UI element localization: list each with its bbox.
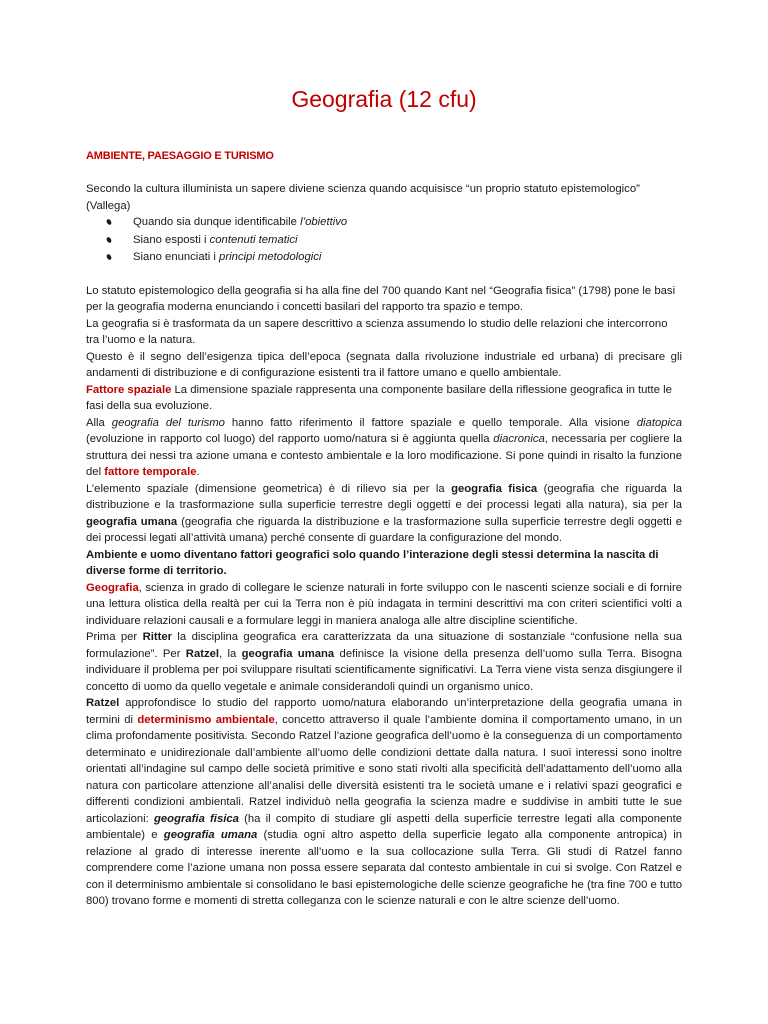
list-item: Siano enunciati i principi metodologici [106, 249, 682, 267]
paragraph-spatial-factor: Fattore spaziale La dimensione spaziale rappresenta una componente basilare della riflessione geografica in tutte le fasi della sua evoluzione. [86, 383, 672, 412]
paragraph-kant: Lo statuto epistemologico della geografia si ha alla fine del 700 quando Kant nel “Geografia fisica” (1798) pone le basi per la geografia moderna enunciando i concetti basilari del rapporto tra spazio e tempo. [86, 284, 676, 313]
paragraph-epoch: Questo è il segno dell’esigenza tipica dell’epoca (segnata dalla rivoluzione industriale ed urbana) di precisare gli andamenti di distribuzione e di configurazione esistenti tra il fattore umano e quello ambientale. [86, 350, 682, 379]
list-item: Siano esposti i contenuti tematici [106, 232, 682, 250]
section-heading: AMBIENTE, PAESAGGIO E TURISMO [86, 150, 274, 162]
paragraph-bold-statement: Ambiente e uomo diventano fattori geografici solo quando l’interazione degli stessi determina la nascita di diverse forme di territorio. [86, 548, 659, 577]
paragraph-tourism: Alla geografia del turismo hanno fatto riferimento il fattore spaziale e quello temporale. Alla visione diatopica (evoluzione in rapporto col luogo) del rapporto uomo/natura si è aggiunta quella diacronica, necessaria per cogliere la struttura dei nessi tra azione umana e contesto ambientale e la loro modificazione. Si pone quindi in risalto la funzione del fattore temporale. [86, 416, 682, 478]
term-determinismo-ambientale: determinismo ambientale [137, 713, 275, 726]
paragraph-geografia: Geografia, scienza in grado di collegare le scienze naturali in forte sviluppo con le nascenti scienze sociali e di fornire una lettura olistica della realtà per cui la Terra non è più indagata in termini descrittivi ma con criteri scientifici volti a individuare relazioni causali e a formulare leggi in maniera analoga alle altre discipline scientifiche. [86, 581, 682, 627]
list-item: Quando sia dunque identificabile l’obiettivo [106, 214, 682, 232]
intro-paragraph: Secondo la cultura illuminista un sapere diviene scienza quando acquisisce “un proprio statuto epistemologico” (Vallega) [86, 183, 640, 212]
paragraph-ritter: Prima per Ritter la disciplina geografica era caratterizzata da una situazione di sostanziale “confusione nella sua formulazione”. Per Ratzel, la geografia umana definisce la visione della presenza dell’uomo sulla Terra. Bisogna individuare il problema per poi sviluppare risultati scientificamente significativi. La Terra viene vista senza disgiungere il concetto di uomo da quello vegetale e animale considerandoli quindi un organismo unico. [86, 631, 683, 693]
bullet-icon [106, 253, 113, 260]
page-title: Geografia (12 cfu) [291, 86, 477, 112]
bullet-icon [106, 218, 113, 225]
bullet-icon [106, 236, 113, 243]
paragraph-spatial-element: L’elemento spaziale (dimensione geometrica) è di rilievo sia per la geografia fisica (geografia che riguarda la distribuzione e la trasformazione sulla superficie terrestre degli oggetti e dei processi legati alla natura), sia per la geografia umana (geografia che riguarda la distribuzione e la trasformazione sulla superficie terrestre degli oggetti e dei processi legati all’attività umana) perché consente di guardare la configurazione del mondo. [86, 482, 682, 544]
paragraph-ratzel: Ratzel approfondisce lo studio del rapporto uomo/natura elaborando un’interpretazione della geografia umana in termini di determinismo ambientale, concetto attraverso il quale l’ambiente domina il comportamento umano, in un clima profondamente positivista. Secondo Ratzel l’azione geografica dell’uomo è la conseguenza di un comportamento determinato e unidirezionale dall’ambiente all’uomo delle condizioni dettate dalla natura. I suoi interessi sono inoltre orientati all’indagine sul campo delle società primitive e sono stati rivolti alla specificità dell’adattamento dell’uomo alla natura con particolare attenzione all’analisi delle diversità esistenti tra le società umane e i relativi spazi geografici e differenti condizioni ambientali. Ratzel individuò nella geografia la scienza madre e suddivise in ambiti tutte le sue articolazioni: geografia fisica (ha il compito di studiare gli aspetti della superficie terrestre legati alla componente ambientale) e geografia umana (studia ogni altro aspetto della superficie legato alla componente antropica) in relazione al grado di interesse inerente all’uomo e la sua collocazione sulla Terra. Gli studi di Ratzel fanno comprendere come l’azione umana non possa essere separata dal contesto ambientale in cui si svolge. Con Ratzel e con il determinismo ambientale si consolidano le basi epistemologiche delle scienze geografiche he (tra fine 700 e tutto 800) trovano forme e momenti di stretta colleganza con le scienze naturali e con le altre scienze dell’uomo. [86, 697, 683, 907]
term-fattore-spaziale: Fattore spaziale [86, 383, 172, 396]
term-fattore-temporale: fattore temporale [104, 466, 197, 478]
bullet-list [86, 214, 682, 267]
paragraph-transformation: La geografia si è trasformata da un sapere descrittivo a scienza assumendo lo studio delle relazioni che intercorrono tra l’uomo e la natura. [86, 317, 668, 346]
term-geografia: Geografia [86, 581, 139, 594]
